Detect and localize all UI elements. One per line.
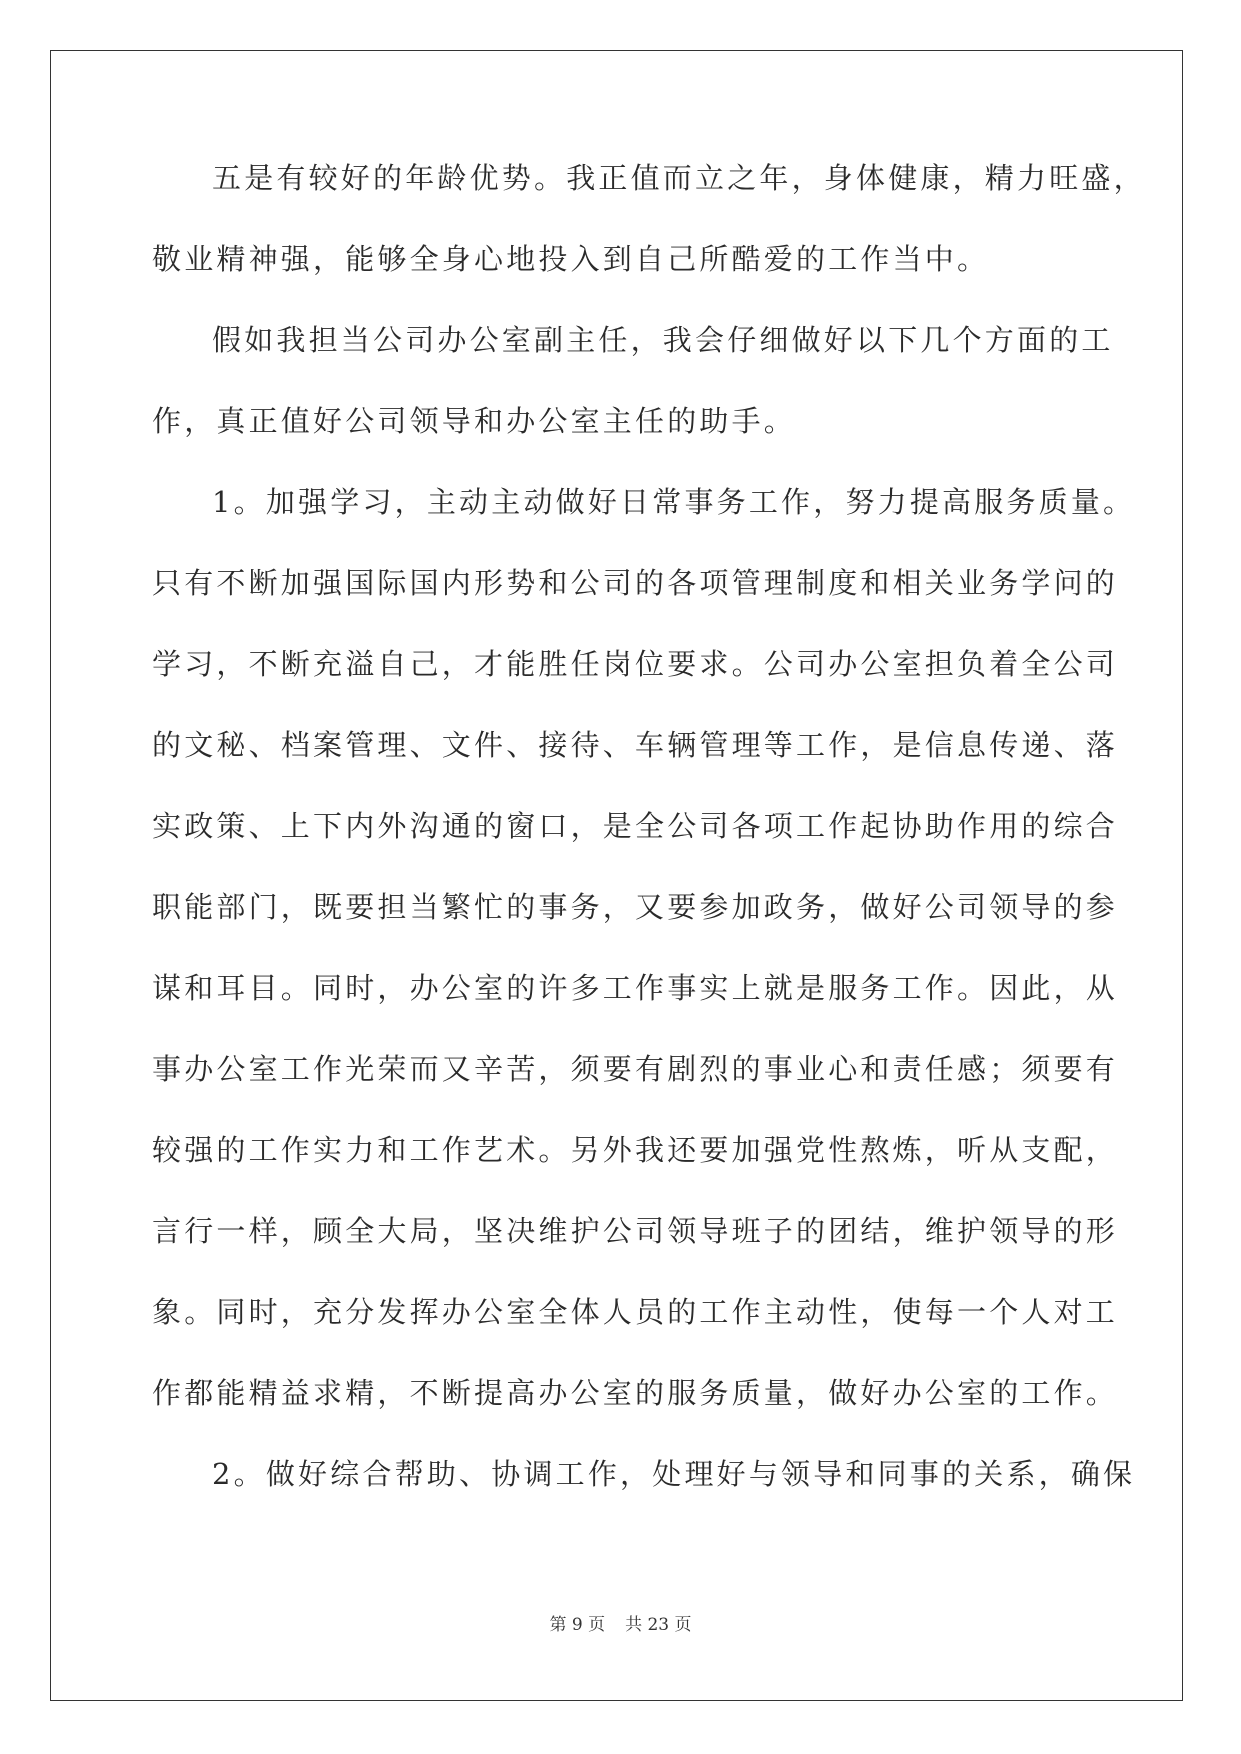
paragraph-line: 五是有较好的年龄优势。我正值而立之年，身体健康，精力旺盛， — [212, 161, 1146, 195]
paragraph-line: 象。同时，充分发挥办公室全体人员的工作主动性，使每一个人对工 — [152, 1295, 1119, 1329]
paragraph-line: 的文秘、档案管理、文件、接待、车辆管理等工作，是信息传递、落 — [152, 728, 1119, 762]
paragraph-line: 只有不断加强国际国内形势和公司的各项管理制度和相关业务学问的 — [152, 566, 1119, 600]
paragraph-line: 学习，不断充溢自己，才能胜任岗位要求。公司办公室担负着全公司 — [152, 647, 1119, 681]
page-total: 共 23 页 — [625, 1615, 692, 1635]
paragraph-line: 敬业精神强，能够全身心地投入到自己所酷爱的工作当中。 — [152, 242, 990, 276]
paragraph-line: 假如我担当公司办公室副主任，我会仔细做好以下几个方面的工 — [212, 323, 1114, 357]
paragraph-line: 1。加强学习，主动主动做好日常事务工作，努力提高服务质量。 — [212, 485, 1136, 519]
paragraph-line: 事办公室工作光荣而又辛苦，须要有剧烈的事业心和责任感；须要有 — [152, 1052, 1119, 1086]
paragraph-line: 言行一样，顾全大局，坚决维护公司领导班子的团结，维护领导的形 — [152, 1214, 1119, 1248]
page-number: 第 9 页 — [549, 1615, 606, 1635]
paragraph-line: 谋和耳目。同时，办公室的许多工作事实上就是服务工作。因此，从 — [152, 971, 1119, 1005]
paragraph-line: 较强的工作实力和工作艺术。另外我还要加强党性熬炼，听从支配， — [152, 1133, 1119, 1167]
paragraph-line: 2。做好综合帮助、协调工作，处理好与领导和同事的关系，确保 — [212, 1457, 1136, 1491]
page-footer — [0, 1610, 1241, 1635]
paragraph-line: 实政策、上下内外沟通的窗口，是全公司各项工作起协助作用的综合 — [152, 809, 1119, 843]
paragraph-line: 职能部门，既要担当繁忙的事务，又要参加政务，做好公司领导的参 — [152, 890, 1119, 924]
paragraph-line: 作都能精益求精，不断提高办公室的服务质量，做好办公室的工作。 — [152, 1376, 1119, 1410]
document-body — [152, 161, 1146, 1540]
paragraph-line: 作，真正值好公司领导和办公室主任的助手。 — [152, 404, 797, 438]
